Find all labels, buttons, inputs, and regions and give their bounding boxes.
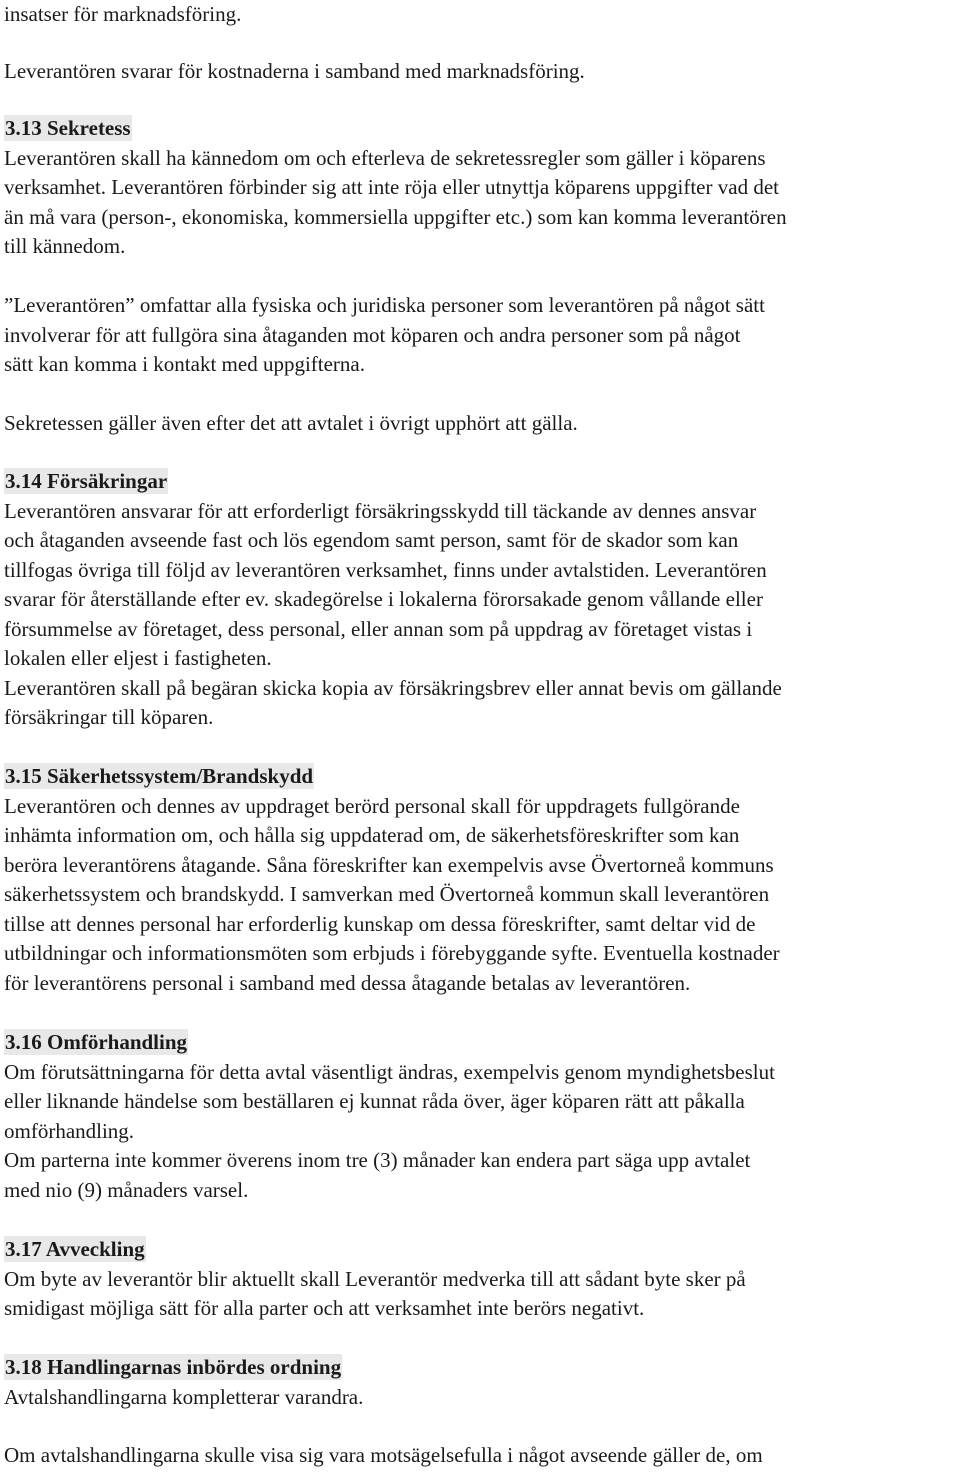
section-heading: 3.14 Försäkringar (5, 469, 168, 493)
section-3-16 (4, 1028, 954, 1205)
section-heading: 3.18 Handlingarnas inbördes ordning (5, 1355, 342, 1379)
section-heading: 3.15 Säkerhetssystem/Brandskydd (5, 764, 314, 788)
text-line: Leverantören svarar för kostnaderna i samband med marknadsföring. (4, 59, 585, 83)
text-line: ”Leverantören” omfattar alla fysiska och juridiska personer som leverantören på något sätt (4, 293, 765, 317)
text-line: än må vara (person-, ekonomiska, kommersiella uppgifter etc.) som kan komma leverantören (4, 204, 787, 229)
text-line: för leverantörens personal i samband med dessa åtagande betalas av leverantören. (4, 970, 691, 995)
section-3-13 (4, 114, 954, 262)
paragraph-confidentiality-after (4, 409, 954, 439)
text-line: eller liknande händelse som beställaren ej kunnat råda över, äger köparen rätt att påkalla (4, 1089, 745, 1113)
text-line: tillse att dennes personal har erforderlig kunskap om dessa föreskrifter, samt deltar vid de (4, 911, 756, 936)
section-3-15 (4, 762, 954, 998)
text-line: Leverantören ansvarar för att erforderligt försäkringsskydd till täckande av dennes ansvar (4, 498, 757, 523)
section-3-17 (4, 1235, 954, 1324)
text-line: Sekretessen gäller även efter det att avtalet i övrigt upphört att gälla. (4, 411, 578, 435)
text-line: beröra leverantörens åtagande. Såna föreskrifter kan exempelvis avse Övertorneå kommuns (4, 852, 774, 877)
text-line: med nio (9) månaders varsel. (4, 1177, 249, 1202)
text-line: tillfogas övriga till följd av leverantören verksamhet, finns under avtalstiden. Leverantören (4, 557, 767, 582)
section-heading: 3.16 Omförhandling (5, 1030, 188, 1054)
text-line: sätt kan komma i kontakt med uppgifterna. (4, 352, 365, 376)
text-line: Om byte av leverantör blir aktuellt skall Leverantör medverka till att sådant byte sker på (4, 1266, 746, 1291)
text-line: Avtalshandlingarna kompletterar varandra. (4, 1384, 364, 1409)
paragraph-definition (4, 291, 954, 380)
section-heading: 3.17 Avveckling (5, 1237, 145, 1261)
text-line: Leverantören skall ha kännedom om och efterleva de sekretessregler som gäller i köparens (4, 145, 766, 170)
text-line: till kännedom. (4, 234, 126, 258)
paragraph-last (4, 1441, 954, 1471)
section-3-18 (4, 1353, 954, 1412)
text-line: smidigast möjliga sätt för alla parter och att verksamhet inte berörs negativt. (4, 1296, 645, 1320)
text-line: Om förutsättningarna för detta avtal väsentligt ändras, exempelvis genom myndighetsbeslut (4, 1059, 775, 1084)
text-line: säkerhetssystem och brandskydd. I samverkan med Övertorneå kommun skall leverantören (4, 882, 770, 906)
text-line: omförhandling. (4, 1118, 135, 1143)
text-line: lokalen eller eljest i fastigheten. (4, 646, 272, 670)
text-line: utbildningar och informationsmöten som erbjuds i förebyggande syfte. Eventuella kostnader (4, 941, 780, 965)
paragraph-marketing-costs (4, 57, 954, 87)
text-line: Om parterna inte kommer överens inom tre (3) månader kan endera part säga upp avtalet (4, 1148, 751, 1172)
text-line: Leverantören skall på begäran skicka kopia av försäkringsbrev eller annat bevis om gällande (4, 675, 782, 700)
section-heading: 3.13 Sekretess (5, 116, 131, 140)
section-3-14 (4, 467, 954, 733)
text-line: försäkringar till köparen. (4, 705, 214, 729)
text-line: Om avtalshandlingarna skulle visa sig vara motsägelsefulla i något avseende gäller de, om (4, 1443, 763, 1467)
text-line: insatser för marknadsföring. (4, 2, 242, 26)
text-line: och åtaganden avseende fast och lös egendom samt person, samt för de skador som kan (4, 528, 739, 552)
text-line: inhämta information om, och hålla sig uppdaterad om, de säkerhetsföreskrifter som kan (4, 823, 740, 847)
text-line: Leverantören och dennes av uppdraget berörd personal skall för uppdragets fullgörande (4, 793, 740, 818)
text-line: svarar för återställande efter ev. skadegörelse i lokalerna förorsakade genom vållande eller (4, 587, 763, 611)
paragraph-intro (4, 0, 954, 30)
text-line: involverar för att fullgöra sina åtaganden mot köparen och andra personer som på något (4, 322, 741, 347)
text-line: försummelse av företaget, dess personal, eller annan som på uppdrag av företaget vistas i (4, 616, 753, 641)
text-line: verksamhet. Leverantören förbinder sig att inte röja eller utnyttja köparens uppgifter vad det (4, 175, 779, 199)
